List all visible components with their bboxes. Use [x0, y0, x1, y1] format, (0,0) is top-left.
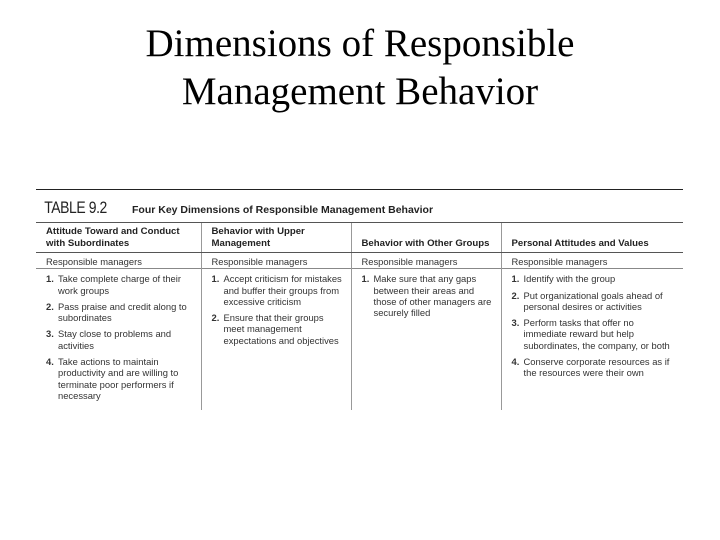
item-text: Perform tasks that offer no immediate reward but help subordinates, the company, or both	[523, 317, 670, 351]
item-list	[212, 273, 345, 346]
item-text: Put organizational goals ahead of personal desires or activities	[523, 289, 663, 312]
table-title: Four Key Dimensions of Responsible Management Behavior	[132, 204, 434, 216]
list-item	[362, 273, 495, 318]
list-item	[46, 356, 195, 401]
item-text: Identify with the group	[523, 273, 616, 285]
column-header: Behavior with Upper Management	[201, 223, 351, 253]
list-item	[512, 317, 678, 351]
column-header: Attitude Toward and Conduct with Subordinates	[36, 223, 201, 253]
item-text: Stay close to problems and activities	[58, 328, 172, 351]
item-text: Take actions to maintain productivity and are willing to terminate poor performers if necessary	[58, 356, 179, 401]
slide-title	[0, 20, 720, 116]
item-list	[362, 273, 495, 318]
table-label: TABLE 9.2	[44, 198, 107, 217]
item-number: 3.	[511, 317, 520, 329]
item-list	[512, 273, 678, 378]
table-cell	[36, 253, 201, 411]
item-text: Make sure that any gaps between their areas and those of other managers are securely filled	[373, 273, 492, 319]
table-row	[36, 253, 683, 411]
list-item	[212, 312, 345, 346]
item-number: 2.	[211, 312, 220, 324]
table-cell	[201, 253, 351, 411]
table-cell	[501, 253, 683, 411]
item-number: 2.	[511, 289, 520, 301]
table-caption	[36, 190, 683, 222]
item-number: 1.	[211, 273, 220, 285]
list-item	[46, 301, 195, 324]
list-item	[512, 290, 678, 313]
slide-title-line-1: Dimensions of Responsible	[145, 22, 575, 65]
item-number: 1.	[511, 273, 520, 285]
item-number: 4.	[46, 356, 54, 368]
list-item	[512, 356, 678, 379]
item-text: Accept criticism for mistakes and buffer their groups from excessive criticism	[223, 273, 342, 307]
item-number: 2.	[46, 300, 54, 312]
item-text: Ensure that their groups meet management expectations and objectives	[223, 312, 339, 346]
item-text: Take complete charge of their work groups	[58, 273, 181, 296]
cell-subheader: Responsible managers	[36, 256, 201, 269]
list-item	[46, 273, 195, 296]
table-header-row	[36, 223, 683, 253]
item-text: Pass praise and credit along to subordinates	[58, 300, 187, 324]
dimensions-table	[36, 222, 683, 410]
item-number: 1.	[46, 273, 54, 285]
cell-subheader: Responsible managers	[352, 256, 501, 269]
list-item	[512, 273, 678, 284]
item-number: 1.	[361, 273, 370, 285]
list-item	[46, 328, 195, 351]
item-list	[46, 273, 195, 401]
list-item	[212, 273, 345, 307]
cell-subheader: Responsible managers	[502, 256, 684, 269]
table-cell	[351, 253, 501, 411]
column-header: Personal Attitudes and Values	[501, 223, 683, 253]
cell-subheader: Responsible managers	[202, 256, 351, 269]
item-number: 4.	[511, 356, 520, 368]
item-number: 3.	[46, 328, 54, 340]
item-text: Conserve corporate resources as if the resources were their own	[523, 356, 670, 379]
column-header: Behavior with Other Groups	[351, 223, 501, 253]
table-figure	[36, 189, 683, 410]
slide-title-line-2: Management Behavior	[181, 70, 539, 113]
